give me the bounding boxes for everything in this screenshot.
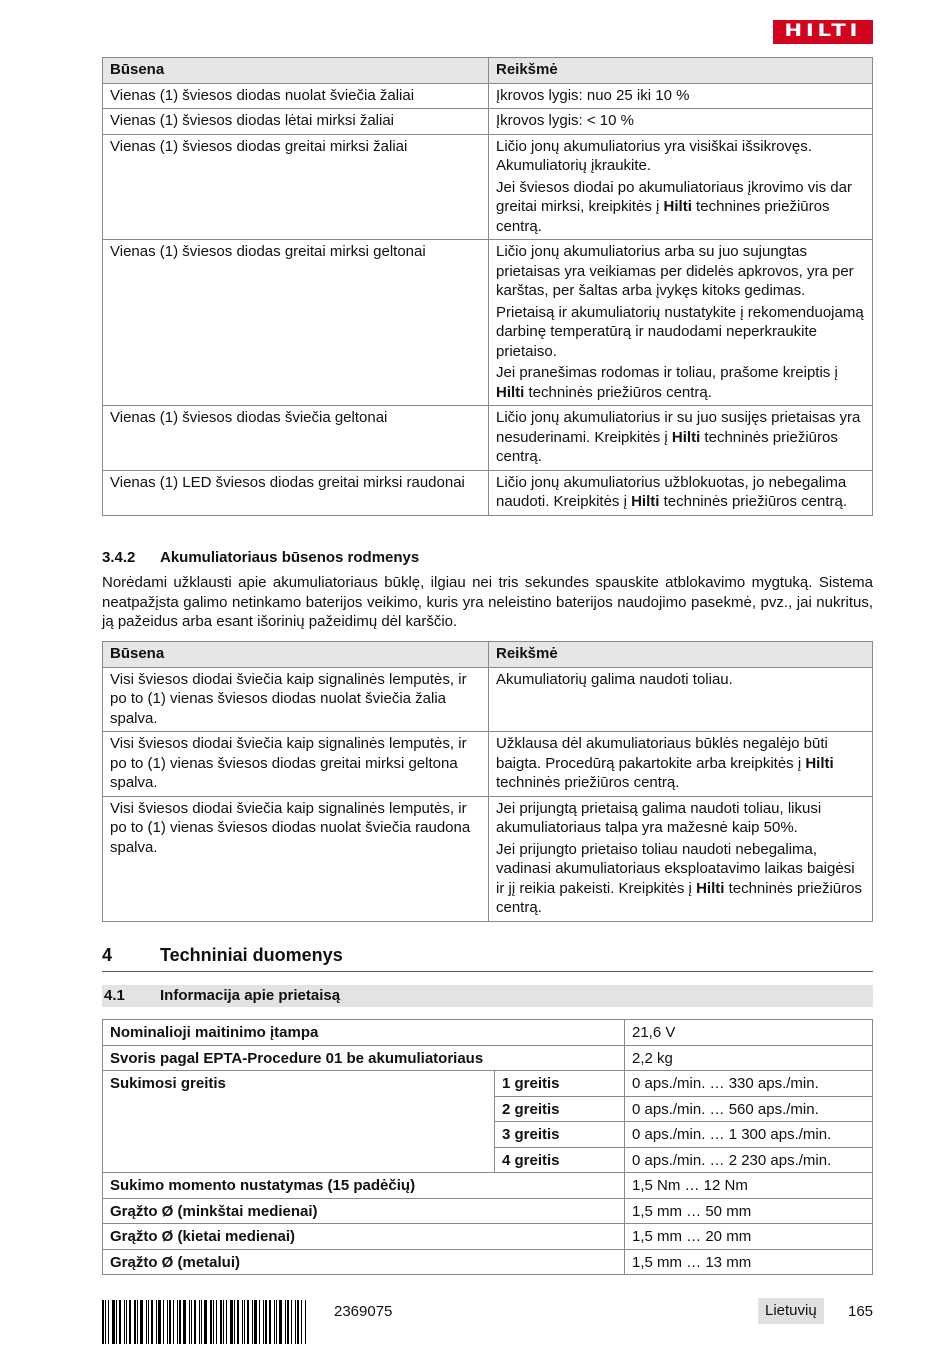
state-cell: Vienas (1) šviesos diodas nuolat šviečia žaliai — [103, 83, 489, 109]
spec-row — [103, 1173, 873, 1199]
table-row — [103, 109, 873, 135]
gear-label: 4 greitis — [495, 1147, 625, 1173]
value-cell: Įkrovos lygis: < 10 % — [489, 109, 873, 135]
table-row — [103, 796, 873, 921]
table-row — [103, 240, 873, 406]
spec-value: 0 aps./min. … 560 aps./min. — [625, 1096, 873, 1122]
spec-value: 1,5 Nm … 12 Nm — [625, 1173, 873, 1199]
section-heading-4-1: 4.1 Informacija apie prietaisą — [102, 985, 873, 1007]
spec-label: Grąžto Ø (minkštai medienai) — [103, 1198, 625, 1224]
value-cell: Jei prijungtą prietaisą galima naudoti toliau, likusi akumuliatoriaus talpa yra mažesnė kaip 50%. Jei prijungto prietaiso toliau naudoti nebegalima, vadinasi akumuliatoriaus eksploatavimo laikas baigėsi ir jį reikia pakeisti. Kreipkitės į Hilti techninės priežiūros centrą. — [489, 796, 873, 921]
section-heading-3-4-2: 3.4.2 Akumuliatoriaus būsenos rodmenys — [102, 549, 420, 566]
state-cell: Visi šviesos diodai šviečia kaip signalinės lemputės, ir po to (1) vienas šviesos diodas greitai mirksi geltona spalva. — [103, 732, 489, 797]
value-cell: Ličio jonų akumuliatorius yra visiškai išsikrovęs. Akumuliatorių įkraukite. Jei šviesos diodai po akumuliatoriaus įkrovimo vis dar greitai mirksi, kreipkitės į Hilti technines priežiūros centrą. — [489, 134, 873, 240]
table-row — [103, 134, 873, 240]
spec-value: 2,2 kg — [625, 1045, 873, 1071]
spec-label: Grąžto Ø (kietai medienai) — [103, 1224, 625, 1250]
state-cell: Visi šviesos diodai šviečia kaip signalinės lemputės, ir po to (1) vienas šviesos diodas nuolat šviečia raudona spalva. — [103, 796, 489, 921]
spec-value: 1,5 mm … 50 mm — [625, 1198, 873, 1224]
table-header-row — [103, 58, 873, 84]
value-cell: Ličio jonų akumuliatorius ir su juo susijęs prietaisas yra nesuderinami. Kreipkitės į Hilti techninės priežiūros centrą. — [489, 406, 873, 471]
page-number: 165 — [848, 1303, 874, 1320]
table-row — [103, 406, 873, 471]
gear-label: 3 greitis — [495, 1122, 625, 1148]
state-cell: Vienas (1) šviesos diodas šviečia geltonai — [103, 406, 489, 471]
spec-value: 0 aps./min. … 330 aps./min. — [625, 1071, 873, 1097]
value-cell: Užklausa dėl akumuliatoriaus būklės negalėjo būti baigta. Procedūrą pakartokite arba kreipkitės į Hilti techninės priežiūros centrą. — [489, 732, 873, 797]
table-row — [103, 470, 873, 515]
state-cell: Vienas (1) šviesos diodas lėtai mirksi žaliai — [103, 109, 489, 135]
table-row — [103, 83, 873, 109]
spec-label: Svoris pagal EPTA-Procedure 01 be akumuliatoriaus — [103, 1045, 625, 1071]
spec-row — [103, 1198, 873, 1224]
spec-label: Grąžto Ø (metalui) — [103, 1249, 625, 1275]
spec-value: 1,5 mm … 13 mm — [625, 1249, 873, 1275]
spec-value: 0 aps./min. … 1 300 aps./min. — [625, 1122, 873, 1148]
spec-label: Sukimosi greitis — [103, 1071, 495, 1173]
value-cell: Akumuliatorių galima naudoti toliau. — [489, 667, 873, 732]
barcode-image — [102, 1300, 315, 1344]
state-cell: Visi šviesos diodai šviečia kaip signalinės lemputės, ir po to (1) vienas šviesos diodas nuolat šviečia žalia spalva. — [103, 667, 489, 732]
section-paragraph: Norėdami užklausti apie akumuliatoriaus būklę, ilgiau nei tris sekundes spauskite atblokavimo mygtuką. Sistema neatpažįsta galimo netinkamo baterijos veikimo, kuris yra neleistino baterijos naudojimo pasekmė, pvz., jai nukritus, ją pažeidus arba esant išorinių pažeidimų dėl karščio. — [102, 574, 873, 630]
led-status-table-1 — [102, 57, 873, 516]
value-cell: Įkrovos lygis: nuo 25 iki 10 % — [489, 83, 873, 109]
state-cell: Vienas (1) LED šviesos diodas greitai mirksi raudonai — [103, 470, 489, 515]
led-status-table-2 — [102, 641, 873, 922]
header-value: Reikšmė — [489, 58, 873, 84]
gear-label: 1 greitis — [495, 1071, 625, 1097]
spec-value: 1,5 mm … 20 mm — [625, 1224, 873, 1250]
hilti-logo: HILTI — [773, 20, 873, 44]
header-state: Būsena — [103, 58, 489, 84]
state-cell: Vienas (1) šviesos diodas greitai mirksi geltonai — [103, 240, 489, 406]
value-cell: Ličio jonų akumuliatorius užblokuotas, jo nebegalima naudoti. Kreipkitės į Hilti techninės priežiūros centrą. — [489, 470, 873, 515]
value-cell: Ličio jonų akumuliatorius arba su juo sujungtas prietaisas yra veikiamas per didelės apkrovos, yra per karštas, per šaltas arba įvykęs kitoks gedimas. Prietaisą ir akumuliatorių nustatykite į rekomenduojamą darbinę temperatūrą ir naudodami neperkraukite prietaiso. Jei pranešimas rodomas ir toliau, prašome kreiptis į Hilti techninės priežiūros centrą. — [489, 240, 873, 406]
spec-label: Sukimo momento nustatymas (15 padėčių) — [103, 1173, 625, 1199]
spec-row — [103, 1020, 873, 1046]
language-badge: Lietuvių — [758, 1298, 824, 1324]
specs-table — [102, 1019, 873, 1275]
header-value: Reikšmė — [489, 642, 873, 668]
section-heading-4: 4 Techniniai duomenys — [102, 946, 873, 972]
document-number: 2369075 — [334, 1303, 393, 1320]
table-header-row — [103, 642, 873, 668]
spec-row — [103, 1071, 873, 1097]
header-state: Būsena — [103, 642, 489, 668]
state-cell: Vienas (1) šviesos diodas greitai mirksi žaliai — [103, 134, 489, 240]
spec-label: Nominalioji maitinimo įtampa — [103, 1020, 625, 1046]
spec-value: 21,6 V — [625, 1020, 873, 1046]
table-row — [103, 732, 873, 797]
table-row — [103, 667, 873, 732]
spec-row — [103, 1224, 873, 1250]
spec-value: 0 aps./min. … 2 230 aps./min. — [625, 1147, 873, 1173]
spec-row — [103, 1045, 873, 1071]
spec-row — [103, 1249, 873, 1275]
gear-label: 2 greitis — [495, 1096, 625, 1122]
